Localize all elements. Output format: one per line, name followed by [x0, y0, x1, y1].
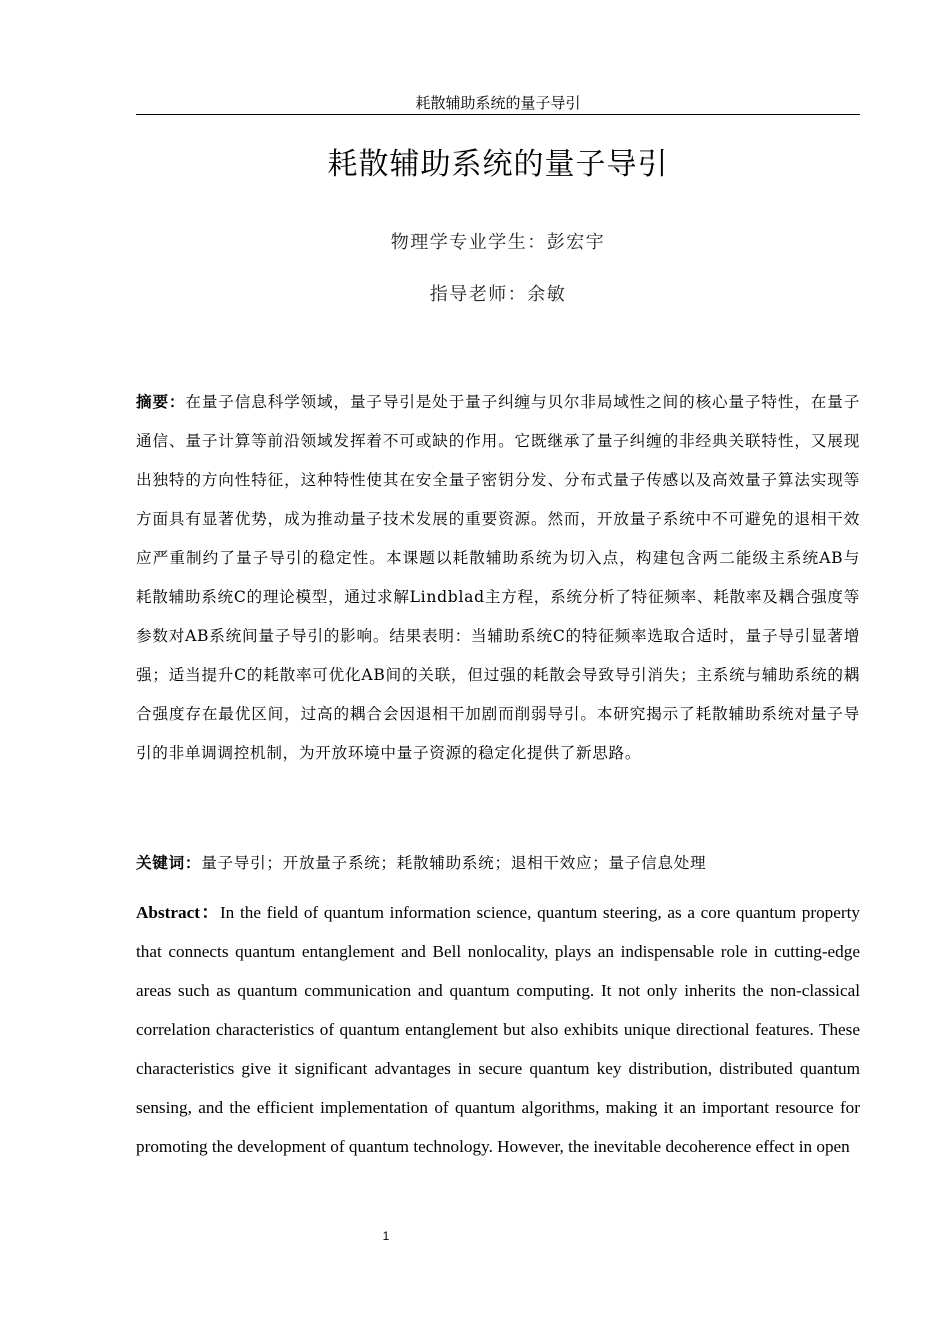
advisor-line: 指导老师：余敏 [429, 284, 567, 305]
keywords-label: 关键词： [136, 853, 202, 872]
english-abstract [136, 893, 860, 1166]
english-abstract-label: Abstract： [136, 903, 220, 922]
english-abstract-text: In the field of quantum information science, quantum steering, as a core quantum property that connects quantum entanglement and Bell nonlocality, plays an indispensable role in cutting-edge areas such as quantum communication and quantum computing. It not only inherits the non-classical correlation characteristics of quantum entanglement but also exhibits unique directional features. These characteristics give it significant advantages in secure quantum key distribution, distributed quantum sensing, and the efficient implementation of quantum algorithms, making it an important resource for promoting the development of quantum technology. However, the inevitable decoherence effect in open [136, 903, 860, 1156]
page-title: 耗散辅助系统的量子导引 [327, 147, 669, 182]
chinese-abstract-text: 在量子信息科学领域，量子导引是处于量子纠缠与贝尔非局域性之间的核心量子特性，在量子通信、量子计算等前沿领域发挥着不可或缺的作用。它既继承了量子纠缠的非经典关联特性，又展现出独特的方向性特征，这种特性使其在安全量子密钥分发、分布式量子传感以及高效量子算法实现等方面具有显著优势，成为推动量子技术发展的重要资源。然而，开放量子系统中不可避免的退相干效应严重制约了量子导引的稳定性。本课题以耗散辅助系统为切入点，构建包含两二能级主系统AB与耗散辅助系统C的理论模型，通过求解Lindblad主方程，系统分析了特征频率、耗散率及耦合强度等参数对AB系统间量子导引的影响。结果表明：当辅助系统C的特征频率选取合适时，量子导引显著增强；适当提升C的耗散率可优化AB间的关联，但过强的耗散会导致导引消失；主系统与辅助系统的耦合强度存在最优区间，过高的耦合会因退相干加剧而削弱导引。本研究揭示了耗散辅助系统对量子导引的非单调调控机制，为开放环境中量子资源的稳定化提供了新思路。 [136, 393, 860, 762]
author-line: 物理学专业学生：彭宏宇 [390, 232, 606, 253]
keywords-text: 量子导引；开放量子系统；耗散辅助系统；退相干效应；量子信息处理 [201, 854, 707, 872]
chinese-abstract [136, 382, 860, 773]
keywords [136, 850, 860, 876]
header-rule [136, 114, 860, 115]
running-header: 耗散辅助系统的量子导引 [415, 94, 581, 112]
page-number: 1 [382, 1229, 390, 1243]
chinese-abstract-label: 摘要： [136, 392, 186, 411]
